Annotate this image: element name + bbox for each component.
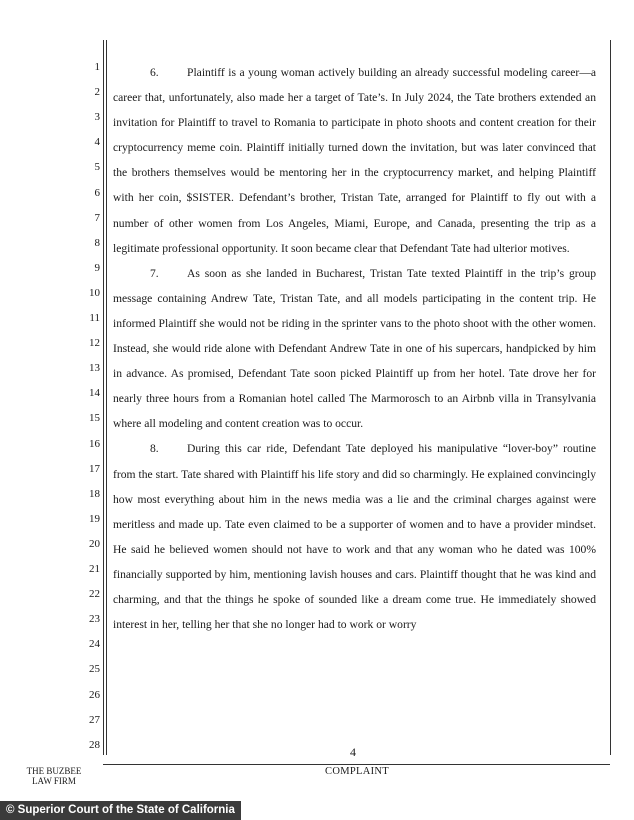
right-margin-rule <box>610 40 611 755</box>
paragraph-8 <box>113 436 596 637</box>
line-number: 22 <box>89 588 100 601</box>
paragraph-6 <box>113 60 596 261</box>
line-number: 9 <box>94 261 100 274</box>
line-number: 25 <box>89 663 100 676</box>
line-number: 2 <box>94 86 100 99</box>
left-margin-rule-inner <box>106 40 107 755</box>
line-number: 20 <box>89 537 100 550</box>
image-credit: © Superior Court of the State of California <box>0 801 241 820</box>
line-number: 27 <box>89 713 100 726</box>
paragraph-text: Plaintiff is a young woman actively building an already successful modeling career—a career that, unfortunately, also made her a target of Tate’s. In July 2024, the Tate brothers extended an invitation for Plaintiff to travel to Romania to participate in photo shoots and content creation for their cryptocurrency meme coin. Plaintiff initially turned down the invitation, but was later convinced that the brothers themselves would be mentoring her in the cryptocurrency market, and helping Plaintiff with her coin, $SISTER. Defendant’s brother, Tristan Tate, arranged for Plaintiff to fly out with a number of other women from Los Angeles, Miami, Europe, and Canada, presenting the trip as a legitimate professional opportunity. It soon became clear that Defendant Tate had ulterior motives. <box>113 66 596 255</box>
document-title: COMPLAINT <box>325 766 389 777</box>
paragraph-text: During this car ride, Defendant Tate deployed his manipulative “lover-boy” routine from the start. Tate shared with Plaintiff his life story and did so charmingly. He explained convincingly how most everything about him in the news media was a lie and the criminal charges against were meritless and made up. Tate even claimed to be a supporter of women and to have a provider mindset. He said he believed women should not have to work and that any woman who he dated was 100% financially supported by him, mentioning lavish houses and cars. Plaintiff thought that he was kind and charming, and that the things he spoke of sounded like a dream come true. He immediately showed interest in her, telling her that she no longer had to work or worry <box>113 442 596 632</box>
paragraph-7 <box>113 261 596 437</box>
paragraph-number: 8. <box>150 442 159 456</box>
footer-rule <box>103 764 610 765</box>
line-number: 10 <box>89 286 100 299</box>
line-number: 11 <box>89 312 100 324</box>
line-number: 19 <box>89 512 100 525</box>
paragraph-text: As soon as she landed in Bucharest, Tristan Tate texted Plaintiff in the trip’s group message containing Andrew Tate, Tristan Tate, and all models participating in the content trip. He informed Plaintiff she would not be riding in the sprinter vans to the photo shoot with the other women. Instead, she would ride alone with Defendant Andrew Tate in one of his supercars, handpicked by him in advance. As promised, Defendant Tate soon picked Plaintiff up from her hotel. Tate drove her for nearly three hours from a Romanian hotel called The Marmorosch to an Airbnb villa in Transylvania where all modeling and content creation was to occur. <box>113 266 596 431</box>
line-number: 23 <box>89 613 100 626</box>
left-margin-rule-outer <box>103 40 104 755</box>
line-number: 15 <box>89 412 100 425</box>
line-number: 26 <box>89 688 100 701</box>
line-number: 16 <box>89 437 100 450</box>
line-number: 5 <box>94 161 100 174</box>
document-body <box>113 60 596 637</box>
firm-name <box>14 766 94 786</box>
line-number: 4 <box>94 136 100 149</box>
line-number: 6 <box>94 186 100 199</box>
line-number: 3 <box>94 111 100 124</box>
paragraph-number: 7. <box>150 266 159 280</box>
firm-name-line-2: LAW FIRM <box>32 776 76 786</box>
line-number: 13 <box>89 362 100 375</box>
line-number: 14 <box>89 387 100 400</box>
line-number: 21 <box>89 563 100 575</box>
line-number: 24 <box>89 638 100 651</box>
line-number: 1 <box>94 61 100 73</box>
line-number: 7 <box>94 211 100 224</box>
firm-name-line-1: THE BUZBEE <box>26 766 82 776</box>
line-number: 12 <box>89 337 100 350</box>
line-number: 8 <box>94 236 100 249</box>
paragraph-number: 6. <box>150 66 159 79</box>
line-number: 28 <box>89 738 100 751</box>
page-number: 4 <box>350 745 356 759</box>
line-number: 18 <box>89 487 100 500</box>
line-number: 17 <box>89 462 100 475</box>
